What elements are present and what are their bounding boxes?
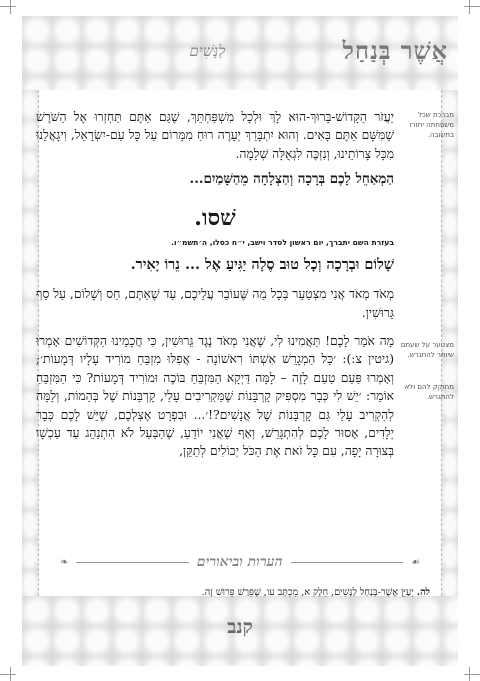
paragraph: יַעֲזֹר הַקָּדוֹשׁ-בָּרוּךְ-הוּא לָךְ וּלְכָל מִשְׁפַּחְתֵּךְ, שֶׁגַּם אַתֶּם תַּחְזְרוּ אֶל הַשֹּׁרֶשׁ שֶׁמִּשָּׁם אַתֶּם בָּאִים. וְהוּא יִתְבָּרַךְ יְעָרֶה רוּחַ מִמָּרוֹם עַל כָּל עַם-יִשְׂרָאֵל, וִיגָאֲלֵנוּ מִכָּל צָרוֹתֵינוּ, וְנִזְכֶּה לִגְאֻלָּה שְׁלֵמָה. (36, 110, 394, 161)
divider-rule (76, 562, 188, 563)
footnote (40, 586, 430, 600)
crop-mark (10, 0, 11, 14)
running-header (32, 34, 448, 68)
paragraph: מָה אֹמַר לָכֶם! תַּאֲמִינוּ לִי, שֶׁאֲנִי מְאֹד נֶגֶד גֵּרוּשִׁין, כִּי חֲכָמֵינוּ הַקְּדוֹשִׁים אָמְרוּ (גיטין צ:): ׳כָּל הַמְגָרֵשׁ אִשְׁתּוֹ רִאשׁוֹנָה - אֲפִלּוּ מִזְבֵּחַ מוֹרִיד עָלָיו דְּמָעוֹת׳; וְאָמְרוּ פַּעַם טַעַם לָזֶה – לָמָּה דַּיְקָא הַמִּזְבֵּחַ בּוֹכֶה וּמוֹרִיד דְּמָעוֹת? כִּי הַמִּזְבֵּחַ אוֹמֵר: ׳יֵשׁ לִי כְּבָר מִסְפִּיק קָרְבָּנוֹת שֶׁמַּקְרִיבִים עָלַי, קָרְבָּנוֹת שֶׁל בְּהֵמוֹת, וְלָמָּה לְהַקְרִיב עָלַי גַּם קָרְבָּנוֹת שֶׁל אֲנָשִׁים?!׳... וּבִפְרָט אֶצְלְכֶם, שֶׁיֵּשׁ לָכֶם כְּבָר יְלָדִים, אָסוּר לָכֶם לְהִתְגָּרֵשׁ, וְאַף שֶׁאֲנִי יוֹדֵעַ, שֶׁהַבַּעַל לֹא הִתְנַהֵג עַד עַכְשָׁו בְּצוּרָה יָפָה, עִם כָּל זֹאת אֶת הַכֹּל יְכוֹלִים לְתַקֵּן, (36, 334, 394, 459)
crop-mark (0, 6, 16, 7)
book-title: אֲשֶׁר בְּנַחַל (342, 36, 448, 65)
letter-body (36, 108, 394, 461)
crop-mark (0, 674, 16, 675)
ornament-icon: ❧ (60, 556, 69, 568)
closing-blessing: הַמְאַחֵל לָכֶם בְּרָכָה וְהַצְלָחָה מֵהַשָּׁמַיִם... (189, 171, 394, 188)
crop-mark (469, 667, 470, 681)
greeting: שָׁלוֹם וּבְרָכָה וְכָל טוּב סֶלָה יַגִּיעַ אֶל ... נֵרוֹ יָאִיר. (130, 256, 394, 274)
letter-number-heading: שׁסו. (194, 205, 236, 232)
margin-note: מברכת שכל משפחתה יחזרו בתשובה. (409, 111, 454, 139)
crop-mark (469, 0, 470, 14)
ornament-icon: ☙ (411, 556, 420, 568)
footnote-number: לה. (416, 587, 430, 598)
book-subtitle: לַנָּשִׁים (189, 41, 226, 60)
paragraph: מְאֹד מְאֹד אֲנִי מִצְטַעֵר בְּכָל מַה שֶּׁעוֹבֵר עֲלֵיכֶם, עַד שֶׁאַתֶּם, חַס וְשָׁלוֹם, עַל סַף גֵּרוּשִׁין. (36, 287, 394, 320)
page-number: קנב (227, 616, 253, 638)
crop-mark (464, 674, 480, 675)
margin-note: מחוקק להם ולא להתגרש. (404, 383, 454, 401)
crop-mark (464, 6, 480, 7)
notes-heading: הערות וביאורים (196, 553, 283, 570)
dateline: בעזרת השם יתברך, יום ראשון לסדר וישב, י״ח כסלו, ה׳תשמ״ו. (171, 238, 394, 248)
notes-divider (60, 554, 420, 570)
crop-mark (10, 667, 11, 681)
footnote-text: יְעַיֵּן אֲשֶׁר-בְּנַחַל לַנָּשִׁים, חֵלֶק א, מִכְתָּב עו, שֶׁפֵּרַשׁ פֵּרוּשׁ זֶה. (201, 587, 414, 598)
divider-rule (291, 562, 403, 563)
margin-note: מצטער על שעתם שיותר להתגרש. (400, 341, 454, 359)
